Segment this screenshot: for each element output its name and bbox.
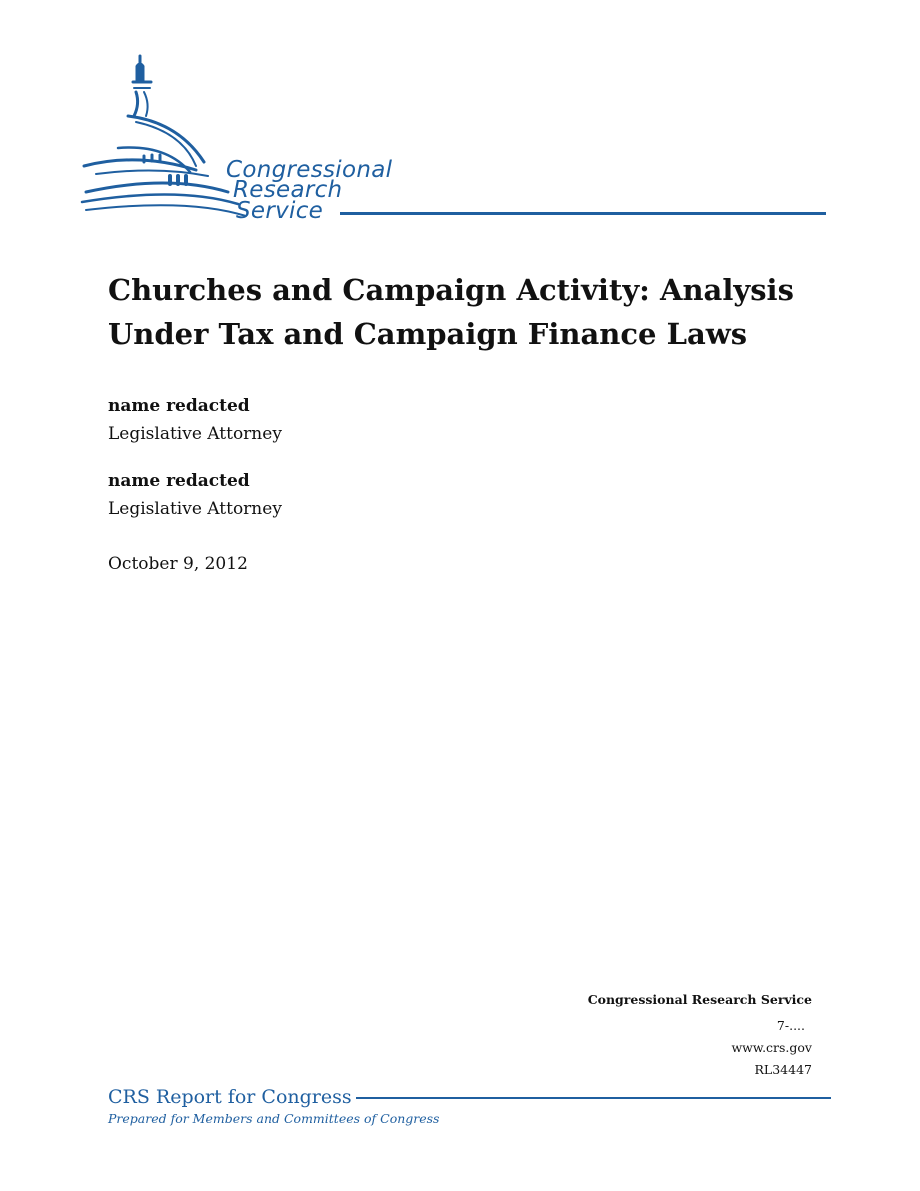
author-2-name: name redacted [108,471,250,491]
author-2-role: Legislative Attorney [108,499,282,519]
footer-title: CRS Report for Congress [108,1086,352,1108]
report-number: RL34447 [754,1062,812,1077]
report-code: 7-.... [776,1018,805,1033]
logo-text-service: Service [236,198,324,224]
capitol-dome-icon [78,52,248,227]
author-1-name: name redacted [108,396,250,416]
footer-rule [356,1097,831,1099]
logo-rule [340,212,826,215]
author-1-role: Legislative Attorney [108,424,282,444]
logo-text-congressional: Congressional [226,157,393,183]
footer-subtitle: Prepared for Members and Committees of Congress [108,1111,440,1126]
report-title: Churches and Campaign Activity: Analysis Under Tax and Campaign Finance Laws [108,273,794,351]
logo-text-research: Research [233,177,343,203]
report-date: October 9, 2012 [108,554,248,574]
website-link[interactable]: www.crs.gov [731,1040,812,1055]
crs-logo [78,52,838,227]
organization-name: Congressional Research Service [587,992,812,1007]
